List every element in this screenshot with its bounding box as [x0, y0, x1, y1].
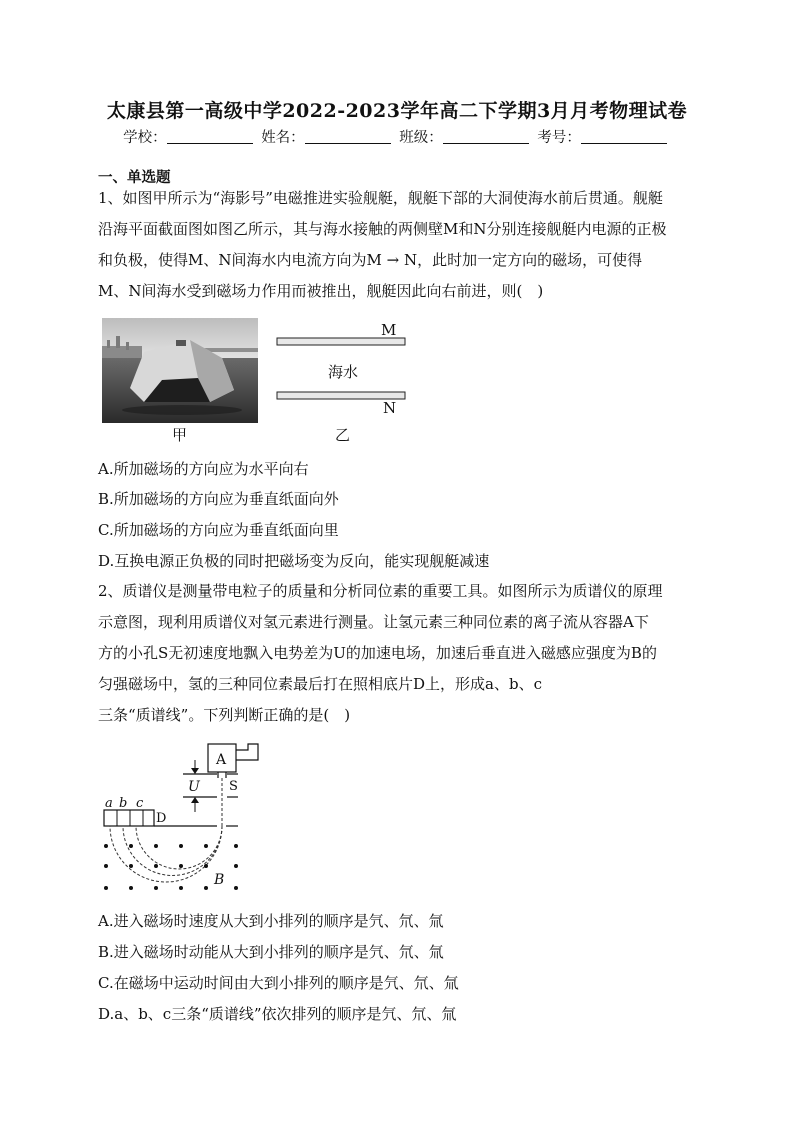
q2-option-a[interactable]: A.进入磁场时速度从大到小排列的顺序是氕、氘、氚 — [98, 912, 444, 930]
class-label: 班级： — [399, 130, 443, 146]
name-blank[interactable] — [305, 129, 391, 144]
q2-line-5: 三条“质谱线”。下列判断正确的是( ) — [98, 706, 351, 724]
label-u: U — [188, 779, 200, 795]
q2-line-1: 2、质谱仪是测量带电粒子的质量和分析同位素的重要工具。如图所示为质谱仪的原理 — [98, 582, 663, 600]
label-s: S — [229, 779, 238, 794]
label-b-field: B — [214, 872, 225, 888]
q2-option-c[interactable]: C.在磁场中运动时间由大到小排列的顺序是氕、氘、氚 — [98, 974, 459, 992]
q1-line-1: 1、如图甲所示为“海影号”电磁推进实验舰艇，舰艇下部的大洞使海水前后贯通。舰艇 — [98, 189, 663, 207]
photographic-film-d — [104, 810, 154, 826]
class-blank[interactable] — [443, 129, 529, 144]
trajectory-b — [123, 826, 222, 876]
school-blank[interactable] — [167, 129, 253, 144]
q2-option-d[interactable]: D.a、b、c三条“质谱线”依次排列的顺序是氕、氘、氚 — [98, 1005, 457, 1023]
name-label: 姓名： — [261, 130, 305, 146]
exam-title: 太康县第一高级中学2022-2023学年高二下学期3月月考物理试卷 — [106, 100, 688, 122]
ship-photo — [102, 318, 258, 423]
plate-m — [277, 338, 405, 345]
q2-line-3: 方的小孔S无初速度地飘入电势差为U的加速电场，加速后垂直进入磁感应强度为B的 — [98, 644, 657, 662]
trajectory-a — [110, 826, 222, 882]
q1-line-3: 和负极，使得M、N间海水内电流方向为M → N，此时加一定方向的磁场，可使得 — [98, 251, 643, 269]
q1-option-c[interactable]: C.所加磁场的方向应为垂直纸面向里 — [98, 521, 339, 539]
q1-line-4: M、N间海水受到磁场力作用而被推出，舰艇因此向右前进，则( ) — [98, 282, 544, 300]
q1-line-2: 沿海平面截面图如图乙所示，其与海水接触的两侧壁M和N分别连接舰艇内电源的正极 — [98, 220, 667, 238]
plates-diagram — [270, 318, 420, 428]
q1-option-a[interactable]: A.所加磁场的方向应为水平向右 — [98, 460, 309, 478]
figure-jia-label: 甲 — [172, 426, 188, 444]
mass-spectrometer-diagram — [98, 740, 268, 898]
label-line-b: b — [119, 796, 128, 811]
q2-option-b[interactable]: B.进入磁场时动能从大到小排列的顺序是氕、氘、氚 — [98, 943, 444, 961]
label-line-c: c — [136, 796, 144, 811]
label-a-container: A — [216, 752, 227, 768]
section-heading: 一、单选题 — [98, 170, 171, 186]
school-label: 学校： — [123, 130, 167, 146]
label-d: D — [156, 811, 167, 826]
exam-number-blank[interactable] — [581, 129, 667, 144]
q2-line-2: 示意图，现利用质谱仪对氢元素进行测量。让氢元素三种同位素的离子流从容器A下 — [98, 613, 649, 631]
q1-option-b[interactable]: B.所加磁场的方向应为垂直纸面向外 — [98, 490, 339, 508]
student-info-row — [0, 126, 794, 147]
q1-option-d[interactable]: D.互换电源正负极的同时把磁场变为反向，能实现舰艇减速 — [98, 552, 490, 570]
exam-number-label: 考号： — [537, 130, 581, 146]
figure-yi-label: 乙 — [335, 426, 351, 444]
plate-n-label: N — [383, 399, 397, 417]
plate-n — [277, 392, 405, 399]
q2-line-4: 匀强磁场中，氢的三种同位素最后打在照相底片D上，形成a、b、c — [98, 675, 542, 693]
label-line-a: a — [105, 796, 113, 811]
trajectory-c — [136, 826, 222, 869]
seawater-label: 海水 — [328, 363, 359, 381]
plate-m-label: M — [381, 321, 397, 339]
